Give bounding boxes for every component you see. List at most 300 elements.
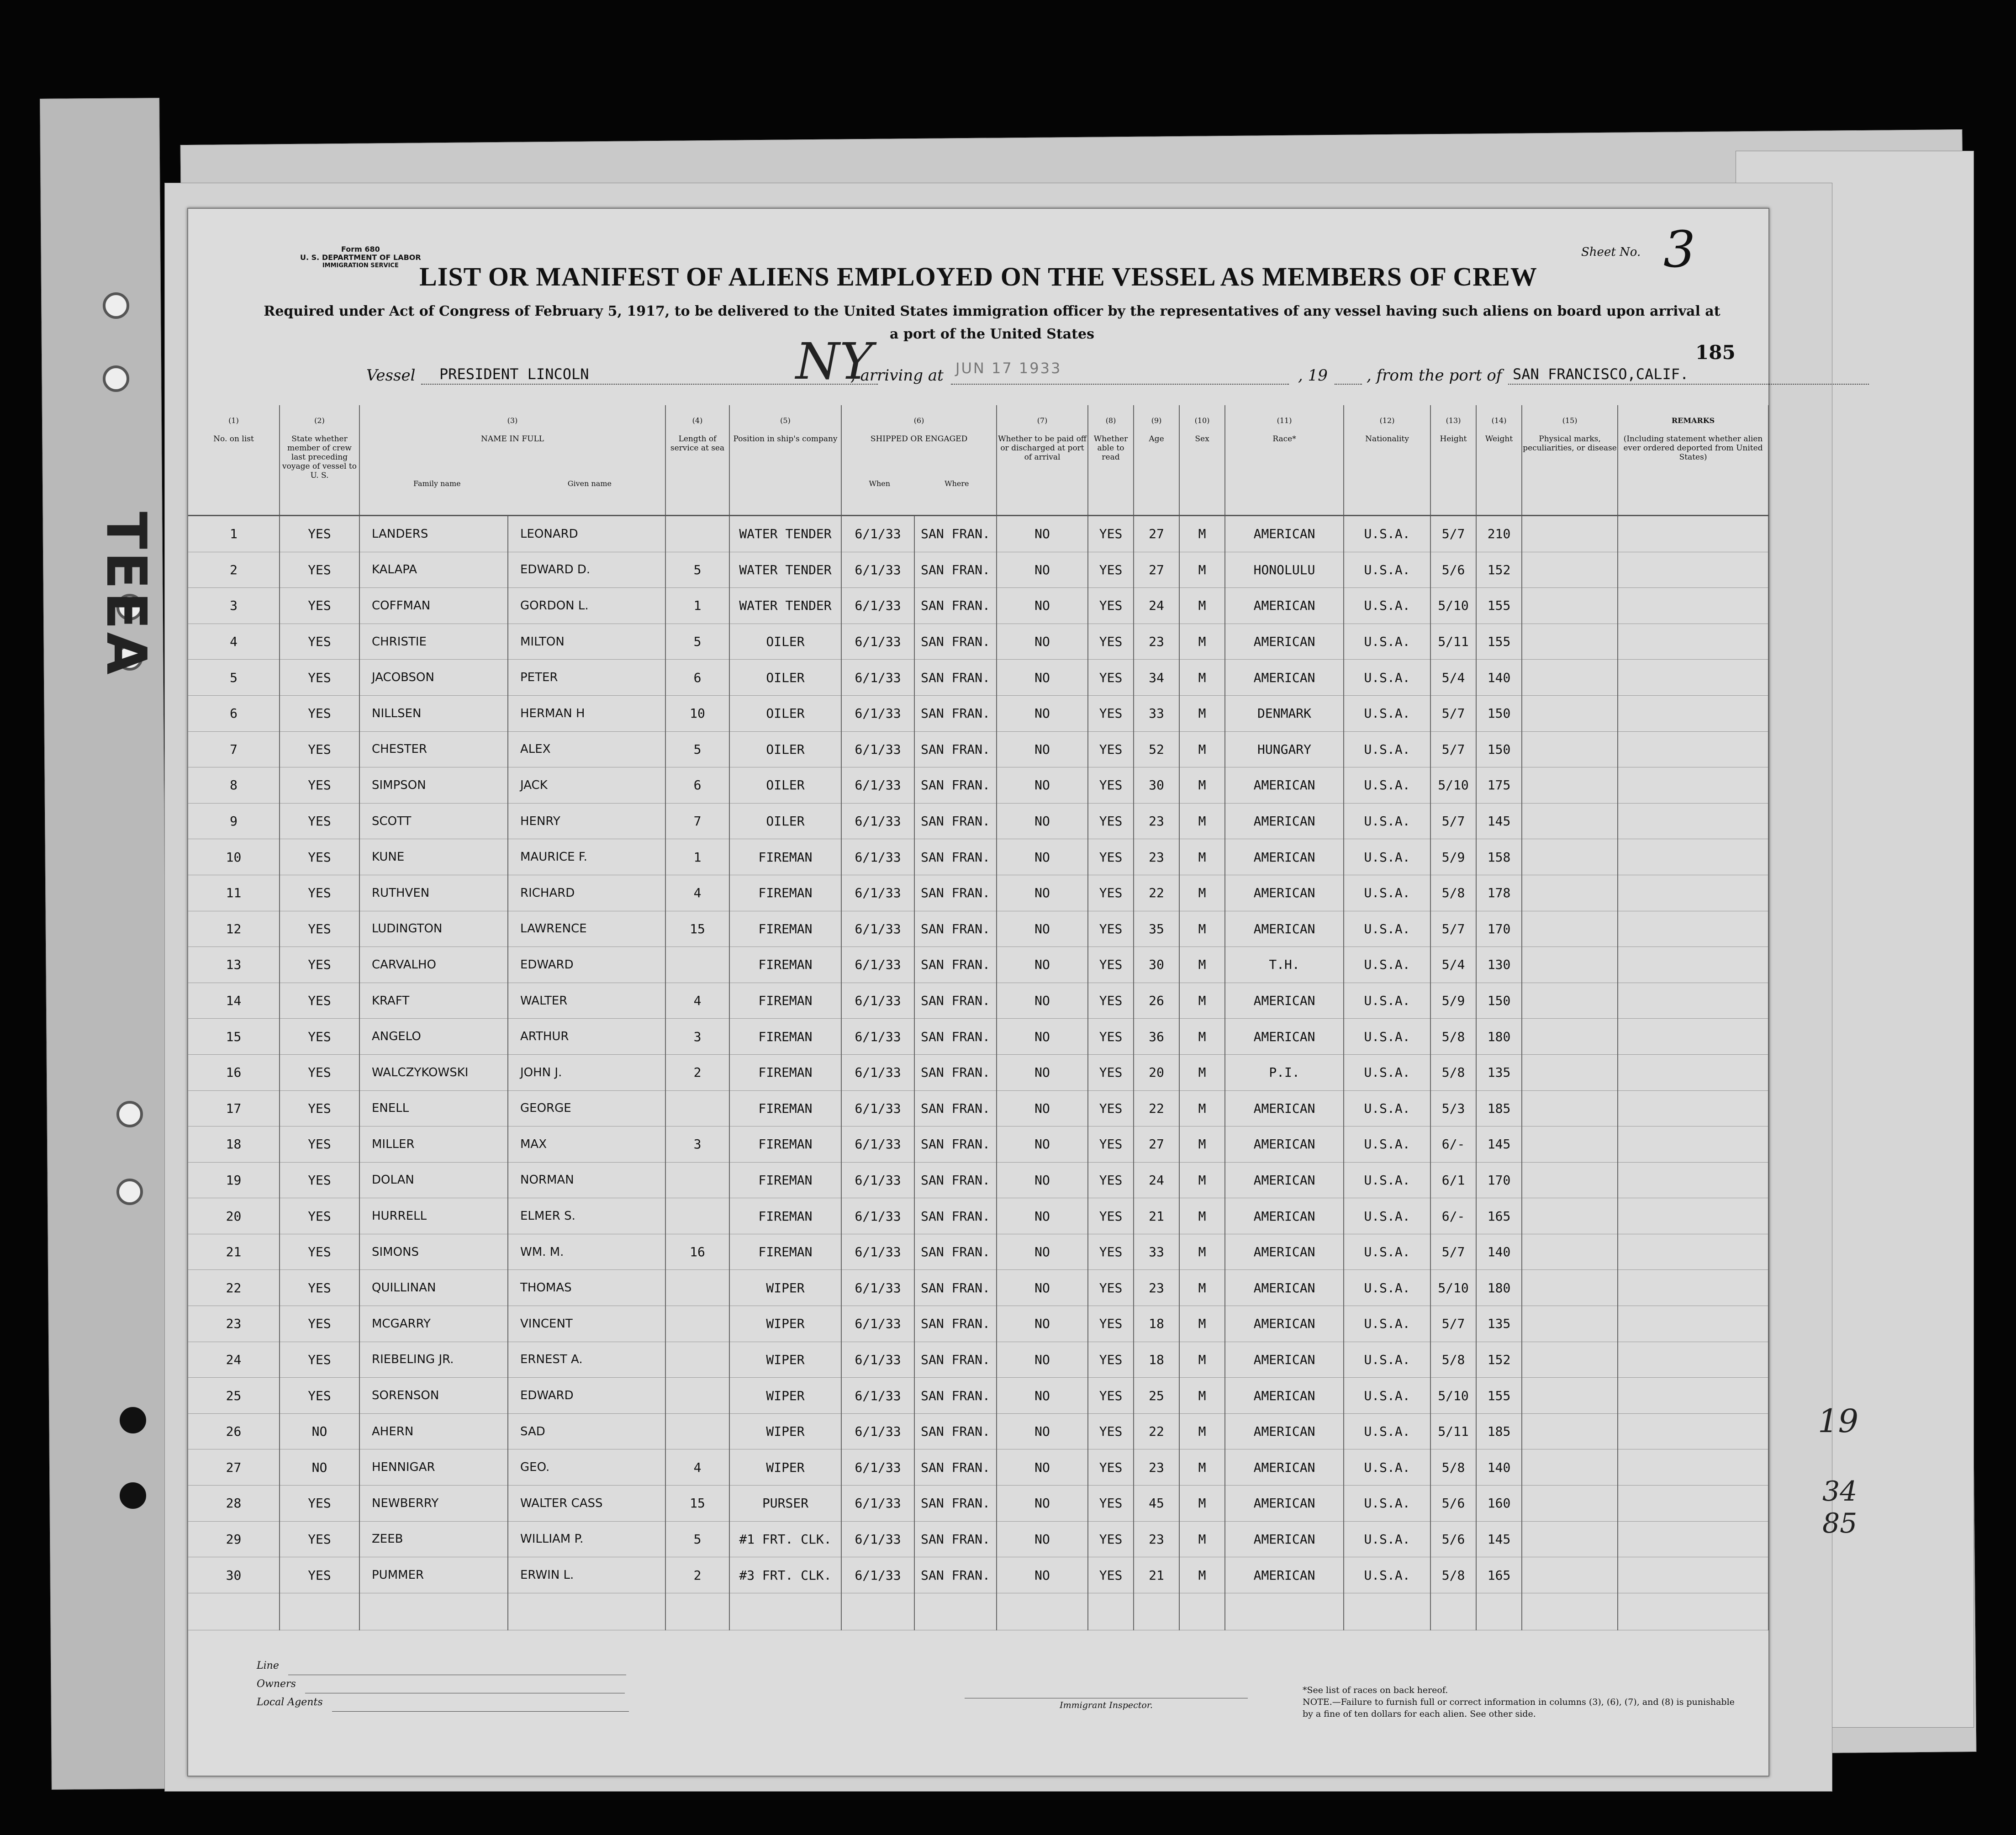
cell-no: 25 xyxy=(188,1378,280,1414)
cell-empty xyxy=(1134,1593,1179,1630)
cell-family: KUNE xyxy=(359,839,508,875)
cell-no: 7 xyxy=(188,731,280,767)
binder-hole xyxy=(116,1101,143,1127)
cell-service xyxy=(665,1270,729,1306)
cell-read: YES xyxy=(1088,624,1134,660)
column-header: (11) Race* xyxy=(1225,405,1344,516)
cell-where: SAN FRAN. xyxy=(914,1413,997,1449)
cell-family: PUMMER xyxy=(359,1557,508,1593)
cell-no: 14 xyxy=(188,983,280,1019)
cell-prev: YES xyxy=(280,1486,359,1522)
cell-when: 6/1/33 xyxy=(841,1090,914,1126)
table-row xyxy=(188,731,1768,767)
cell-service xyxy=(665,1198,729,1234)
cell-nat: U.S.A. xyxy=(1344,911,1430,947)
cell-age: 21 xyxy=(1134,1557,1179,1593)
cell-empty xyxy=(729,1593,841,1630)
table-row xyxy=(188,1126,1768,1163)
fine-note: NOTE.—Failure to furnish full or correct information in columns (3), (6), (7), and (8) is punishable by a fine of ten dollars for each alien. See other side. xyxy=(1303,1697,1735,1719)
cell-race: AMERICAN xyxy=(1225,1557,1344,1593)
cell-family: MCGARRY xyxy=(359,1306,508,1342)
year-field xyxy=(1335,365,1362,385)
cell-nat: U.S.A. xyxy=(1344,1413,1430,1449)
table-row xyxy=(188,767,1768,804)
cell-no: 17 xyxy=(188,1090,280,1126)
cell-given: ELMER S. xyxy=(508,1198,665,1234)
cell-paid: NO xyxy=(997,1126,1088,1163)
cell-empty xyxy=(1522,552,1618,588)
cell-empty xyxy=(508,1593,665,1630)
cell-weight: 145 xyxy=(1476,803,1522,839)
table-row xyxy=(188,624,1768,660)
table-row xyxy=(188,839,1768,875)
cell-empty xyxy=(1522,983,1618,1019)
cell-where: SAN FRAN. xyxy=(914,588,997,624)
cell-nat: U.S.A. xyxy=(1344,983,1430,1019)
cell-empty xyxy=(1522,1306,1618,1342)
table-row xyxy=(188,695,1768,731)
form-number: Form 680 xyxy=(341,245,380,254)
cell-sex: M xyxy=(1179,1270,1225,1306)
cell-age: 22 xyxy=(1134,1090,1179,1126)
cell-paid: NO xyxy=(997,1449,1088,1486)
cell-weight: 150 xyxy=(1476,731,1522,767)
cell-paid: NO xyxy=(997,911,1088,947)
table-row xyxy=(188,911,1768,947)
cell-age: 34 xyxy=(1134,660,1179,696)
cell-height: 5/7 xyxy=(1430,803,1476,839)
cell-prev: YES xyxy=(280,767,359,804)
cell-service: 5 xyxy=(665,624,729,660)
cell-no: 3 xyxy=(188,588,280,624)
cell-empty xyxy=(1618,875,1768,911)
cell-height: 5/7 xyxy=(1430,911,1476,947)
cell-service: 15 xyxy=(665,1486,729,1522)
cell-sex: M xyxy=(1179,1306,1225,1342)
cell-empty xyxy=(1522,624,1618,660)
cell-empty xyxy=(1618,516,1768,552)
arriving-field xyxy=(951,365,1289,385)
cell-paid: NO xyxy=(997,588,1088,624)
cell-sex: M xyxy=(1179,516,1225,552)
cell-height: 5/11 xyxy=(1430,1413,1476,1449)
table-row xyxy=(188,1486,1768,1522)
cell-service: 6 xyxy=(665,660,729,696)
table-row xyxy=(188,552,1768,588)
cell-where: SAN FRAN. xyxy=(914,1449,997,1486)
cell-read: YES xyxy=(1088,1162,1134,1198)
cell-empty xyxy=(1225,1593,1344,1630)
cell-when: 6/1/33 xyxy=(841,839,914,875)
cell-height: 5/4 xyxy=(1430,947,1476,983)
cell-empty xyxy=(1522,660,1618,696)
cell-nat: U.S.A. xyxy=(1344,516,1430,552)
cell-race: AMERICAN xyxy=(1225,1521,1344,1557)
cell-race: HUNGARY xyxy=(1225,731,1344,767)
cell-race: AMERICAN xyxy=(1225,1449,1344,1486)
column-header: (2) State whether member of crew last preceding voyage of vessel to U. S. xyxy=(280,405,359,516)
cell-weight: 152 xyxy=(1476,552,1522,588)
cell-position: FIREMAN xyxy=(729,1234,841,1270)
column-header: (13) Height xyxy=(1430,405,1476,516)
column-header: (7) Whether to be paid off or discharged at port of arrival xyxy=(997,405,1088,516)
cell-height: 6/1 xyxy=(1430,1162,1476,1198)
cell-read: YES xyxy=(1088,803,1134,839)
cell-age: 18 xyxy=(1134,1306,1179,1342)
cell-empty xyxy=(280,1593,359,1630)
cell-empty xyxy=(1522,1342,1618,1378)
cell-read: YES xyxy=(1088,1019,1134,1055)
cell-position: WIPER xyxy=(729,1449,841,1486)
cell-age: 23 xyxy=(1134,1449,1179,1486)
line-field: Line xyxy=(257,1657,629,1675)
cell-sex: M xyxy=(1179,947,1225,983)
cell-read: YES xyxy=(1088,731,1134,767)
cell-where: SAN FRAN. xyxy=(914,875,997,911)
table-row xyxy=(188,1449,1768,1486)
cell-empty xyxy=(1618,1413,1768,1449)
cell-nat: U.S.A. xyxy=(1344,1306,1430,1342)
cell-empty xyxy=(1618,767,1768,804)
cell-family: DOLAN xyxy=(359,1162,508,1198)
sheet-number-value: 3 xyxy=(1663,220,1695,279)
cell-sex: M xyxy=(1179,588,1225,624)
cell-age: 27 xyxy=(1134,1126,1179,1163)
table-row xyxy=(188,803,1768,839)
cell-sex: M xyxy=(1179,1090,1225,1126)
cell-when: 6/1/33 xyxy=(841,1234,914,1270)
cell-race: AMERICAN xyxy=(1225,1198,1344,1234)
cell-weight: 180 xyxy=(1476,1019,1522,1055)
cell-empty xyxy=(188,1593,280,1630)
cell-position: WIPER xyxy=(729,1378,841,1414)
cell-weight: 160 xyxy=(1476,1486,1522,1522)
cell-prev: YES xyxy=(280,839,359,875)
cell-service: 5 xyxy=(665,552,729,588)
cell-sex: M xyxy=(1179,1521,1225,1557)
cell-race: AMERICAN xyxy=(1225,624,1344,660)
cell-sex: M xyxy=(1179,660,1225,696)
cell-position: OILER xyxy=(729,803,841,839)
cell-where: SAN FRAN. xyxy=(914,1019,997,1055)
cell-paid: NO xyxy=(997,947,1088,983)
cell-height: 5/6 xyxy=(1430,1521,1476,1557)
cell-empty xyxy=(841,1593,914,1630)
cell-empty xyxy=(1618,1234,1768,1270)
cell-service: 3 xyxy=(665,1126,729,1163)
cell-family: LUDINGTON xyxy=(359,911,508,947)
cell-read: YES xyxy=(1088,1126,1134,1163)
cell-read: YES xyxy=(1088,911,1134,947)
cell-when: 6/1/33 xyxy=(841,1126,914,1163)
cell-prev: YES xyxy=(280,1234,359,1270)
cell-prev: YES xyxy=(280,947,359,983)
cell-empty xyxy=(1618,1162,1768,1198)
cell-prev: YES xyxy=(280,1162,359,1198)
cell-weight: 155 xyxy=(1476,588,1522,624)
cell-given: ARTHUR xyxy=(508,1019,665,1055)
cell-height: 5/11 xyxy=(1430,624,1476,660)
cell-no: 12 xyxy=(188,911,280,947)
column-header: (15) Physical marks, peculiarities, or disease xyxy=(1522,405,1618,516)
cell-given: GORDON L. xyxy=(508,588,665,624)
cell-height: 5/10 xyxy=(1430,767,1476,804)
margin-note: 34 xyxy=(1822,1475,1858,1507)
cell-paid: NO xyxy=(997,1306,1088,1342)
cell-prev: YES xyxy=(280,1342,359,1378)
table-row xyxy=(188,1162,1768,1198)
cell-position: FIREMAN xyxy=(729,1126,841,1163)
column-header: (3) NAME IN FULL Family name Given name xyxy=(359,405,665,516)
cell-race: AMERICAN xyxy=(1225,1486,1344,1522)
cell-sex: M xyxy=(1179,1449,1225,1486)
arriving-label: , arriving at xyxy=(850,366,944,385)
table-row xyxy=(188,1019,1768,1055)
cell-when: 6/1/33 xyxy=(841,1557,914,1593)
cell-nat: U.S.A. xyxy=(1344,1234,1430,1270)
cell-age: 24 xyxy=(1134,1162,1179,1198)
cell-when: 6/1/33 xyxy=(841,911,914,947)
cell-service: 5 xyxy=(665,1521,729,1557)
cell-position: FIREMAN xyxy=(729,911,841,947)
table-row-blank xyxy=(188,1593,1768,1630)
cell-read: YES xyxy=(1088,1090,1134,1126)
cell-service xyxy=(665,1162,729,1198)
cell-empty xyxy=(1522,1449,1618,1486)
cell-where: SAN FRAN. xyxy=(914,552,997,588)
cell-given: MAX xyxy=(508,1126,665,1163)
cell-where: SAN FRAN. xyxy=(914,803,997,839)
cell-age: 26 xyxy=(1134,983,1179,1019)
cell-nat: U.S.A. xyxy=(1344,624,1430,660)
cell-height: 5/9 xyxy=(1430,839,1476,875)
cell-family: NILLSEN xyxy=(359,695,508,731)
cell-service xyxy=(665,516,729,552)
cell-where: SAN FRAN. xyxy=(914,1162,997,1198)
table-row xyxy=(188,1270,1768,1306)
cell-service: 4 xyxy=(665,983,729,1019)
cell-age: 25 xyxy=(1134,1378,1179,1414)
cell-prev: YES xyxy=(280,1521,359,1557)
cell-empty xyxy=(1618,552,1768,588)
cell-when: 6/1/33 xyxy=(841,767,914,804)
column-header: (5) Position in ship's company xyxy=(729,405,841,516)
cell-age: 33 xyxy=(1134,1234,1179,1270)
table-row xyxy=(188,875,1768,911)
cell-where: SAN FRAN. xyxy=(914,1126,997,1163)
cell-read: YES xyxy=(1088,1521,1134,1557)
table-row xyxy=(188,1090,1768,1126)
cell-empty xyxy=(914,1593,997,1630)
cell-empty xyxy=(1522,875,1618,911)
cell-empty xyxy=(1522,803,1618,839)
cell-age: 52 xyxy=(1134,731,1179,767)
cell-read: YES xyxy=(1088,1198,1134,1234)
cell-family: CHESTER xyxy=(359,731,508,767)
cell-no: 8 xyxy=(188,767,280,804)
cell-position: WIPER xyxy=(729,1342,841,1378)
column-header: (12) Nationality xyxy=(1344,405,1430,516)
binder-hole xyxy=(120,1482,146,1509)
cell-nat: U.S.A. xyxy=(1344,660,1430,696)
cell-race: DENMARK xyxy=(1225,695,1344,731)
cell-given: ERNEST A. xyxy=(508,1342,665,1378)
cell-sex: M xyxy=(1179,731,1225,767)
cell-service: 7 xyxy=(665,803,729,839)
cell-empty xyxy=(665,1593,729,1630)
cell-nat: U.S.A. xyxy=(1344,767,1430,804)
cell-sex: M xyxy=(1179,803,1225,839)
cell-position: FIREMAN xyxy=(729,839,841,875)
cell-paid: NO xyxy=(997,1054,1088,1090)
cell-given: WILLIAM P. xyxy=(508,1521,665,1557)
cell-read: YES xyxy=(1088,875,1134,911)
cell-given: GEO. xyxy=(508,1449,665,1486)
vessel-name: PRESIDENT LINCOLN xyxy=(421,365,878,385)
cell-service xyxy=(665,1090,729,1126)
vessel-label: Vessel xyxy=(366,366,416,385)
cell-height: 5/10 xyxy=(1430,1270,1476,1306)
cell-family: SIMONS xyxy=(359,1234,508,1270)
cell-empty xyxy=(1618,983,1768,1019)
cell-empty xyxy=(1088,1593,1134,1630)
cell-empty xyxy=(1618,947,1768,983)
cell-prev: YES xyxy=(280,1198,359,1234)
cell-family: SIMPSON xyxy=(359,767,508,804)
column-header: (4) Length of service at sea xyxy=(665,405,729,516)
cell-given: LAWRENCE xyxy=(508,911,665,947)
cell-weight: 180 xyxy=(1476,1270,1522,1306)
cell-paid: NO xyxy=(997,1234,1088,1270)
owners-field: Owners xyxy=(257,1675,629,1693)
table-row xyxy=(188,1557,1768,1593)
cell-prev: YES xyxy=(280,516,359,552)
cell-empty xyxy=(1522,588,1618,624)
cell-paid: NO xyxy=(997,552,1088,588)
cell-paid: NO xyxy=(997,839,1088,875)
cell-service: 4 xyxy=(665,1449,729,1486)
table-row xyxy=(188,1234,1768,1270)
cell-nat: U.S.A. xyxy=(1344,731,1430,767)
cell-empty xyxy=(1179,1593,1225,1630)
cell-sex: M xyxy=(1179,695,1225,731)
cell-where: SAN FRAN. xyxy=(914,695,997,731)
cell-empty xyxy=(1522,767,1618,804)
cell-where: SAN FRAN. xyxy=(914,731,997,767)
cell-race: AMERICAN xyxy=(1225,1270,1344,1306)
column-header: (10) Sex xyxy=(1179,405,1225,516)
cell-position: FIREMAN xyxy=(729,875,841,911)
cell-paid: NO xyxy=(997,1019,1088,1055)
cell-no: 5 xyxy=(188,660,280,696)
cell-where: SAN FRAN. xyxy=(914,767,997,804)
cell-family: NEWBERRY xyxy=(359,1486,508,1522)
cell-sex: M xyxy=(1179,1019,1225,1055)
cell-when: 6/1/33 xyxy=(841,1521,914,1557)
cell-given: WM. M. xyxy=(508,1234,665,1270)
cell-no: 21 xyxy=(188,1234,280,1270)
inspector-signature-line: Immigrant Inspector. xyxy=(965,1698,1248,1710)
cell-sex: M xyxy=(1179,1126,1225,1163)
cell-weight: 165 xyxy=(1476,1198,1522,1234)
cell-weight: 185 xyxy=(1476,1090,1522,1126)
cell-family: SORENSON xyxy=(359,1378,508,1414)
cell-weight: 140 xyxy=(1476,660,1522,696)
cell-age: 21 xyxy=(1134,1198,1179,1234)
cell-service: 1 xyxy=(665,839,729,875)
cell-no: 22 xyxy=(188,1270,280,1306)
cell-nat: U.S.A. xyxy=(1344,1090,1430,1126)
cell-read: YES xyxy=(1088,588,1134,624)
cell-prev: YES xyxy=(280,624,359,660)
cell-position: WATER TENDER xyxy=(729,552,841,588)
cell-when: 6/1/33 xyxy=(841,803,914,839)
column-header: (1) No. on list xyxy=(188,405,280,516)
cell-height: 5/10 xyxy=(1430,1378,1476,1414)
cell-prev: YES xyxy=(280,695,359,731)
cell-family: ZEEB xyxy=(359,1521,508,1557)
cell-race: HONOLULU xyxy=(1225,552,1344,588)
cell-given: HERMAN H xyxy=(508,695,665,731)
cell-paid: NO xyxy=(997,1090,1088,1126)
cell-age: 23 xyxy=(1134,624,1179,660)
cell-no: 4 xyxy=(188,624,280,660)
cell-read: YES xyxy=(1088,1486,1134,1522)
cell-no: 26 xyxy=(188,1413,280,1449)
cell-empty xyxy=(1522,1486,1618,1522)
cell-height: 5/8 xyxy=(1430,1054,1476,1090)
cell-weight: 140 xyxy=(1476,1234,1522,1270)
side-stamp: TEEA xyxy=(94,512,158,677)
cell-where: SAN FRAN. xyxy=(914,1198,997,1234)
cell-paid: NO xyxy=(997,1342,1088,1378)
cell-empty xyxy=(1522,1126,1618,1163)
cell-when: 6/1/33 xyxy=(841,1413,914,1449)
cell-weight: 130 xyxy=(1476,947,1522,983)
cell-read: YES xyxy=(1088,983,1134,1019)
cell-position: FIREMAN xyxy=(729,1090,841,1126)
cell-when: 6/1/33 xyxy=(841,588,914,624)
cell-empty xyxy=(1618,1521,1768,1557)
table-row xyxy=(188,947,1768,983)
cell-empty xyxy=(997,1593,1088,1630)
cell-read: YES xyxy=(1088,1270,1134,1306)
cell-position: OILER xyxy=(729,624,841,660)
cell-weight: 178 xyxy=(1476,875,1522,911)
cell-given: EDWARD D. xyxy=(508,552,665,588)
cell-sex: M xyxy=(1179,1054,1225,1090)
cell-race: AMERICAN xyxy=(1225,1234,1344,1270)
cell-service xyxy=(665,1413,729,1449)
cell-family: MILLER xyxy=(359,1126,508,1163)
cell-nat: U.S.A. xyxy=(1344,803,1430,839)
cell-paid: NO xyxy=(997,1162,1088,1198)
cell-empty xyxy=(1618,660,1768,696)
cell-given: HENRY xyxy=(508,803,665,839)
cell-empty xyxy=(1522,1234,1618,1270)
cell-read: YES xyxy=(1088,1378,1134,1414)
cell-no: 18 xyxy=(188,1126,280,1163)
cell-where: SAN FRAN. xyxy=(914,1270,997,1306)
cell-no: 20 xyxy=(188,1198,280,1234)
cell-service: 6 xyxy=(665,767,729,804)
cell-empty xyxy=(1618,731,1768,767)
cell-sex: M xyxy=(1179,1162,1225,1198)
cell-service: 2 xyxy=(665,1557,729,1593)
cell-empty xyxy=(1522,911,1618,947)
cell-position: #1 FRT. CLK. xyxy=(729,1521,841,1557)
cell-nat: U.S.A. xyxy=(1344,552,1430,588)
